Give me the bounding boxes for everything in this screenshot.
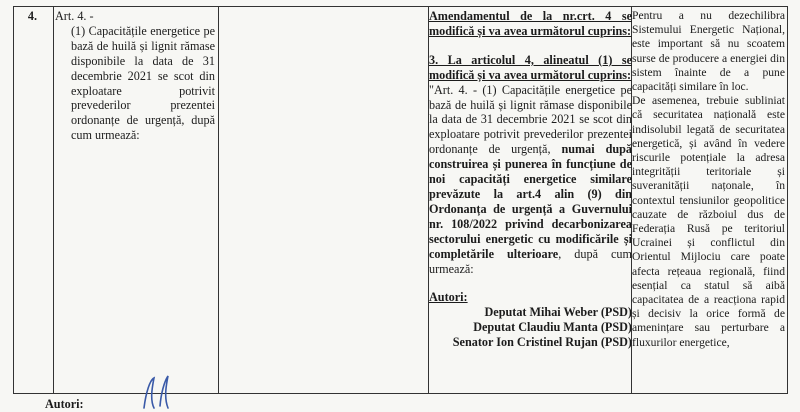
amendments-table xyxy=(13,6,788,394)
author-name: Deputat Mihai Weber (PSD) xyxy=(484,305,632,320)
amendment-text-part: , după cum urmează: xyxy=(429,246,632,276)
amendment-intro: Amendamentul de la nr.crt. 4 se modifică și va avea următorul cuprins: xyxy=(429,9,632,38)
amendment-authors-label: Autori: xyxy=(429,290,468,305)
motivation-cell xyxy=(632,9,785,350)
signature-scribble xyxy=(130,372,180,409)
column-divider xyxy=(53,7,54,393)
column-divider xyxy=(218,7,219,393)
original-text-cell xyxy=(55,9,215,143)
footer-authors-label: Autori: xyxy=(45,397,84,411)
author-name: Senator Ion Cristinel Rujan (PSD) xyxy=(452,335,632,350)
amendment-cell xyxy=(429,9,632,350)
article-paragraph: (1) Capacitățile energetice pe bază de huilă și lignit rămase disponibile la data de 31 decembrie 2021 se scot din exploatare potrivit prevederilor prezentei ordonanțe de urgență, după cum urmează: xyxy=(71,23,215,143)
motivation-paragraph: Pentru a nu dezechilibra Sistemului Energetic Național, este important să nu scoatem surse de producere a energiei din sistem înainte de a pune capacități similare în loc. xyxy=(632,9,785,94)
author-name: Deputat Claudiu Manta (PSD) xyxy=(473,320,632,335)
amendment-authors-list xyxy=(429,305,632,350)
amendment-text-part: "Art. 4. - (1) Capacitățile energetice pe bază de huilă și lignit rămase disponibile la data de 31 decembrie 2021 se scot din exploatare potrivit prevederilor prezentei ordonanțe de urgență, xyxy=(429,82,632,157)
amendment-text xyxy=(429,83,632,277)
amendment-point-heading: 3. La articolul 4, alineatul (1) se modifică și va avea următorul cuprins: xyxy=(429,52,632,82)
amendment-text-bold: numai după construirea și punerea în funcțiune de noi capacități energetice similare prevăzute la art.4 alin (9) din Ordonanța de urgență a Guvernului nr. 108/2022 privind decarbonizarea sectorului energetic cu modificările și completările ulterioare xyxy=(429,142,632,261)
row-number: 4. xyxy=(27,9,38,23)
motivation-paragraph: De asemenea, trebuie subliniat că securitatea națională este indisolubil legată de securitatea energetică, și având în vedere riscurile potențiale la adresa integrității teritoriale și suveranității națonale, în contextul tensiunilor geopolitice cauzate de războiul dus de Federația Rusă pe teritoriul Ucrainei și conflictul din Orientul Mijlociu care poate afecta rețeaua regională, fiind esențial ca statul să aibă capacitatea de a reacționa rapid și decisiv la orice formă de amenințare sau perturbare a fluxurilor energetice, xyxy=(632,94,785,349)
article-heading: Art. 4. - xyxy=(55,9,94,23)
